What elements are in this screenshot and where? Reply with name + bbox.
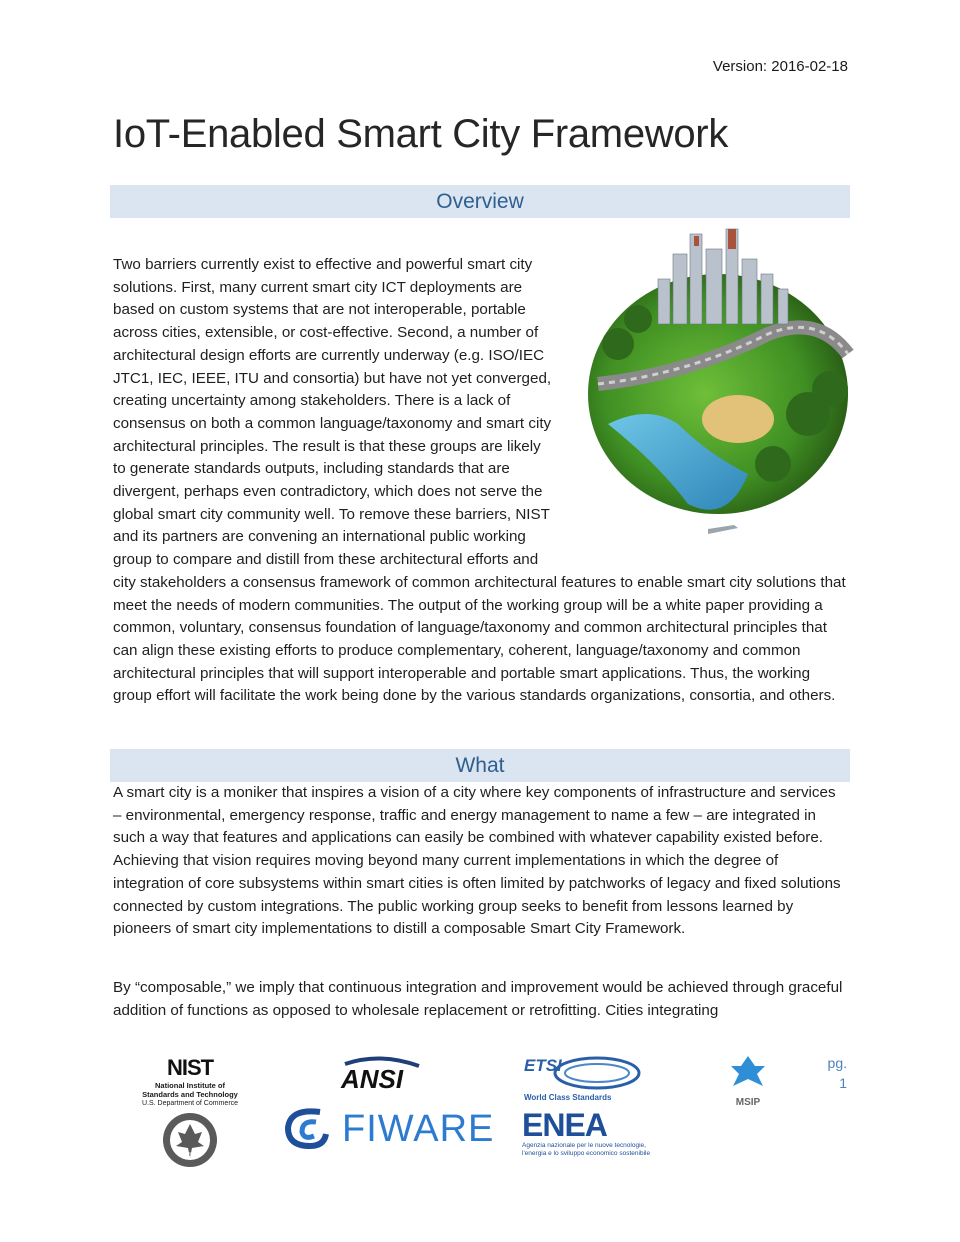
etsi-wordmark: ETSI [524,1056,562,1075]
usgbc-logo [162,1112,218,1173]
what-paragraph-1: A smart city is a moniker that inspires a vision of a city where key components of infrastructure and services – environmental, emergency response, traffic and energy management to name a few – are integrated in such a way that features and applications can easily be combined with whatever capability existed before. Achieving that vision requires moving beyond many current implementations in which the degree of integration of core subsystems within smart cities is often limited by patchworks of legacy and fixed solutions connected by custom integrations. The public working group seeks to benefit from lessons learned by pioneers of smart city implementations to distill a composable Smart City Framework. [113,784,841,938]
page-number-value: 1 [839,1075,847,1091]
page-number [828,1053,847,1093]
msip-wordmark: MSIP [735,1097,761,1108]
page-label: pg. [827,1055,847,1071]
nist-wordmark: NIST [166,1055,214,1080]
overview-paragraph [113,254,848,708]
nist-line-1: National Institute of [155,1081,225,1090]
etsi-logo [522,1056,642,1102]
etsi-tagline: World Class Standards [524,1093,612,1102]
enea-line-1: Agenzia nazionale per le nuove tecnologie, [522,1142,646,1149]
section-heading-what: What [110,749,850,782]
enea-wordmark: ENEA [522,1107,607,1143]
section-heading-overview: Overview [110,185,850,218]
enea-line-2: l'energia e lo sviluppo economico sostenibile [522,1150,651,1157]
usgbc-seal-icon [162,1112,218,1168]
usgbc-text: USGBC [179,1153,201,1159]
msip-emblem-icon [729,1054,767,1092]
what-paragraph-2: By “composable,” we imply that continuous integration and improvement would be achieved through graceful addition of functions as opposed to wholesale replacement or retrofitting. Cities integrating [113,979,843,1019]
page-title: IoT-Enabled Smart City Framework [113,112,729,156]
fiware-logo [280,1104,495,1154]
nist-line-3: U.S. Department of Commerce [141,1100,239,1107]
nist-line-2: Standards and Technology [142,1090,238,1099]
overview-text: Two barriers currently exist to effective and powerful smart city solutions. First, many current smart city ICT deployments are based on custom systems that are not interoperable, portable across cities, extensible, or cost-effective. Second, a number of architectural design efforts are currently underway (e.g. ISO/IEC JTC1, IEC, IEEE, ITU and consortia) but have not yet converged, creating uncertainty among stakeholders. There is a lack of consensus on both a common language/taxonomy and smart city architectural principles. The result is that these groups are likely to generate standards outputs, including standards that are divergent, perhaps even contradictory, which does not serve the global smart city community well. To remove these barriers, NIST and its partners are convening an international public working group to compare and distill from these architectural efforts and city stakeholders a consensus framework of common architectural features to enable smart city solutions that meet the needs of modern communities. The output of the working group will be a white paper providing a common, voluntary, consensus foundation of language/taxonomy and common architectural principles that can align these existing efforts to produce complementary, coherent, language/taxonomy and common architectural principles that will support interoperable and portable smart applications. Thus, the working group effort will facilitate the work being done by the various standards organizations, consortia, and others. [113,256,846,705]
ansi-wordmark: ANSI [341,1064,404,1094]
version-label: Version: 2016-02-18 [712,58,848,75]
partner-logos [110,1050,855,1180]
nist-logo [135,1055,245,1108]
enea-logo [522,1108,662,1158]
msip-logo [726,1054,770,1108]
ansi-logo [335,1056,425,1103]
fiware-swirl-icon [280,1104,344,1150]
fiware-wordmark: FIWARE [342,1108,495,1150]
smart-city-globe-image [568,224,868,554]
